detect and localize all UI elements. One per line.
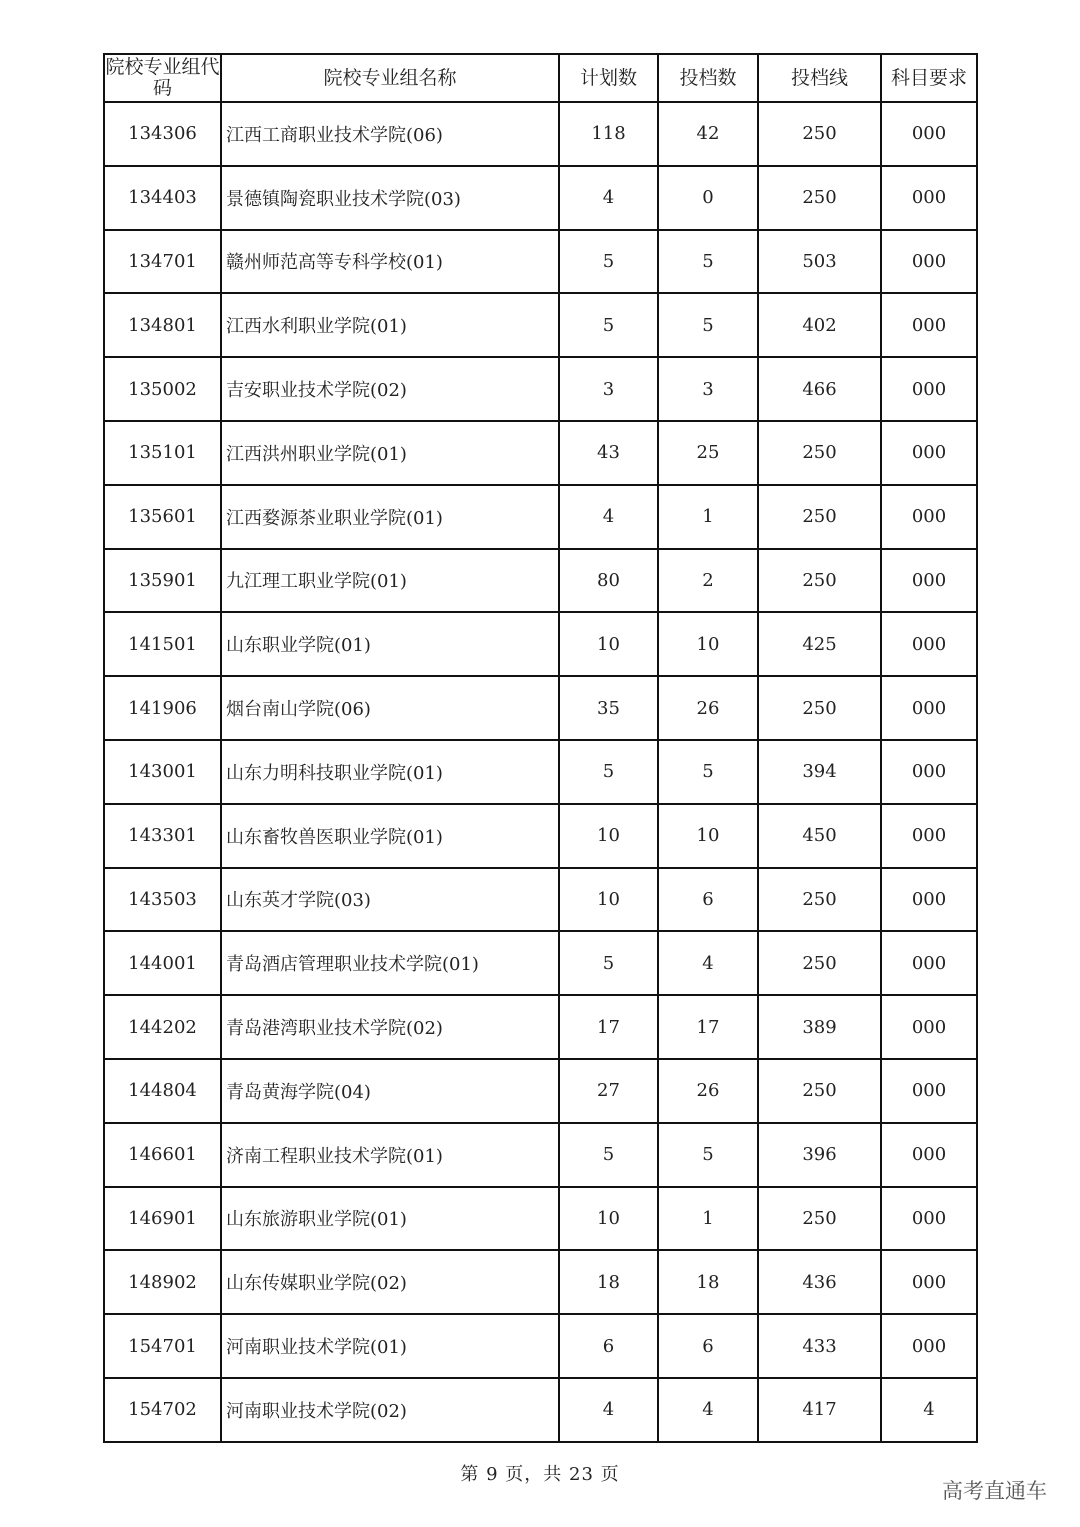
cell-cutoff-score: 250 [758, 931, 881, 995]
cell-cutoff-score: 396 [758, 1123, 881, 1187]
cell-admitted-count: 5 [658, 1123, 758, 1187]
cell-group-code: 134403 [104, 166, 221, 230]
cell-cutoff-score: 417 [758, 1378, 881, 1442]
cell-group-code: 146901 [104, 1187, 221, 1251]
cell-plan-count: 80 [559, 549, 658, 613]
cell-group-code: 144804 [104, 1059, 221, 1123]
cell-group-name: 吉安职业技术学院(02) [221, 357, 559, 421]
cell-group-code: 134801 [104, 293, 221, 357]
cell-subject-requirement: 000 [881, 293, 977, 357]
cell-subject-requirement: 000 [881, 421, 977, 485]
cell-plan-count: 27 [559, 1059, 658, 1123]
table-row [104, 868, 977, 932]
cell-cutoff-score: 250 [758, 485, 881, 549]
table-row [104, 102, 977, 166]
cell-admitted-count: 26 [658, 1059, 758, 1123]
table-row [104, 1314, 977, 1378]
cell-cutoff-score: 250 [758, 421, 881, 485]
table-row [104, 1123, 977, 1187]
cell-group-name: 山东英才学院(03) [221, 868, 559, 932]
cell-plan-count: 3 [559, 357, 658, 421]
cell-group-code: 146601 [104, 1123, 221, 1187]
cell-plan-count: 5 [559, 1123, 658, 1187]
cell-plan-count: 6 [559, 1314, 658, 1378]
table-row [104, 995, 977, 1059]
table-row [104, 485, 977, 549]
table-row [104, 1378, 977, 1442]
cell-cutoff-score: 250 [758, 102, 881, 166]
cell-group-name: 江西婺源茶业职业学院(01) [221, 485, 559, 549]
cell-group-code: 144001 [104, 931, 221, 995]
cell-group-name: 山东力明科技职业学院(01) [221, 740, 559, 804]
table-row [104, 1250, 977, 1314]
cell-admitted-count: 1 [658, 485, 758, 549]
cell-admitted-count: 25 [658, 421, 758, 485]
admission-table [103, 53, 978, 1443]
table-row [104, 357, 977, 421]
cell-group-name: 山东畜牧兽医职业学院(01) [221, 804, 559, 868]
cell-subject-requirement: 000 [881, 676, 977, 740]
cell-admitted-count: 5 [658, 230, 758, 294]
cell-plan-count: 5 [559, 931, 658, 995]
table-row [104, 421, 977, 485]
cell-group-code: 143001 [104, 740, 221, 804]
cell-group-name: 河南职业技术学院(02) [221, 1378, 559, 1442]
cell-group-name: 江西水利职业学院(01) [221, 293, 559, 357]
cell-group-code: 144202 [104, 995, 221, 1059]
header-group-code: 院校专业组代码 [104, 54, 221, 102]
cell-group-name: 济南工程职业技术学院(01) [221, 1123, 559, 1187]
table-row [104, 676, 977, 740]
cell-subject-requirement: 000 [881, 804, 977, 868]
cell-plan-count: 10 [559, 804, 658, 868]
cell-admitted-count: 6 [658, 1314, 758, 1378]
cell-admitted-count: 3 [658, 357, 758, 421]
cell-admitted-count: 4 [658, 1378, 758, 1442]
header-subject-requirement: 科目要求 [881, 54, 977, 102]
cell-subject-requirement: 000 [881, 740, 977, 804]
cell-group-name: 山东职业学院(01) [221, 612, 559, 676]
cell-group-name: 青岛酒店管理职业技术学院(01) [221, 931, 559, 995]
cell-cutoff-score: 425 [758, 612, 881, 676]
cell-group-name: 青岛港湾职业技术学院(02) [221, 995, 559, 1059]
cell-subject-requirement: 000 [881, 485, 977, 549]
cell-cutoff-score: 250 [758, 549, 881, 613]
table-row [104, 166, 977, 230]
cell-cutoff-score: 433 [758, 1314, 881, 1378]
cell-cutoff-score: 402 [758, 293, 881, 357]
header-admitted-count: 投档数 [658, 54, 758, 102]
cell-subject-requirement: 000 [881, 1187, 977, 1251]
cell-cutoff-score: 250 [758, 1187, 881, 1251]
cell-subject-requirement: 000 [881, 166, 977, 230]
cell-group-code: 135601 [104, 485, 221, 549]
cell-subject-requirement: 000 [881, 612, 977, 676]
cell-subject-requirement: 000 [881, 102, 977, 166]
cell-cutoff-score: 436 [758, 1250, 881, 1314]
cell-plan-count: 4 [559, 485, 658, 549]
table-row [104, 804, 977, 868]
cell-admitted-count: 0 [658, 166, 758, 230]
table-row [104, 230, 977, 294]
cell-plan-count: 10 [559, 612, 658, 676]
cell-plan-count: 5 [559, 293, 658, 357]
cell-cutoff-score: 250 [758, 166, 881, 230]
cell-group-name: 山东旅游职业学院(01) [221, 1187, 559, 1251]
cell-plan-count: 4 [559, 166, 658, 230]
cell-admitted-count: 1 [658, 1187, 758, 1251]
table-header-row [104, 54, 977, 102]
cell-plan-count: 35 [559, 676, 658, 740]
cell-plan-count: 5 [559, 230, 658, 294]
page-number: 第 9 页，共 23 页 [460, 1464, 620, 1485]
cell-admitted-count: 18 [658, 1250, 758, 1314]
cell-cutoff-score: 250 [758, 1059, 881, 1123]
table-row [104, 612, 977, 676]
cell-group-code: 135901 [104, 549, 221, 613]
cell-group-code: 134306 [104, 102, 221, 166]
cell-subject-requirement: 000 [881, 1250, 977, 1314]
cell-group-code: 154702 [104, 1378, 221, 1442]
cell-group-name: 景德镇陶瓷职业技术学院(03) [221, 166, 559, 230]
table-row [104, 1187, 977, 1251]
cell-cutoff-score: 250 [758, 868, 881, 932]
header-group-name: 院校专业组名称 [221, 54, 559, 102]
cell-admitted-count: 5 [658, 740, 758, 804]
cell-plan-count: 5 [559, 740, 658, 804]
cell-admitted-count: 42 [658, 102, 758, 166]
cell-cutoff-score: 394 [758, 740, 881, 804]
cell-admitted-count: 6 [658, 868, 758, 932]
header-cutoff-score: 投档线 [758, 54, 881, 102]
cell-group-name: 青岛黄海学院(04) [221, 1059, 559, 1123]
cell-admitted-count: 5 [658, 293, 758, 357]
cell-cutoff-score: 466 [758, 357, 881, 421]
cell-plan-count: 18 [559, 1250, 658, 1314]
table-body [104, 102, 977, 1442]
cell-group-code: 141906 [104, 676, 221, 740]
cell-group-name: 江西洪州职业学院(01) [221, 421, 559, 485]
cell-admitted-count: 10 [658, 804, 758, 868]
table-row [104, 740, 977, 804]
cell-subject-requirement: 000 [881, 995, 977, 1059]
table-row [104, 1059, 977, 1123]
cell-cutoff-score: 450 [758, 804, 881, 868]
cell-group-code: 134701 [104, 230, 221, 294]
cell-plan-count: 4 [559, 1378, 658, 1442]
cell-cutoff-score: 250 [758, 676, 881, 740]
table-row [104, 549, 977, 613]
cell-plan-count: 10 [559, 868, 658, 932]
cell-subject-requirement: 000 [881, 357, 977, 421]
cell-admitted-count: 26 [658, 676, 758, 740]
cell-subject-requirement: 4 [881, 1378, 977, 1442]
table-row [104, 293, 977, 357]
header-plan-count: 计划数 [559, 54, 658, 102]
cell-plan-count: 17 [559, 995, 658, 1059]
cell-group-code: 154701 [104, 1314, 221, 1378]
cell-admitted-count: 2 [658, 549, 758, 613]
cell-group-code: 143503 [104, 868, 221, 932]
cell-admitted-count: 10 [658, 612, 758, 676]
cell-cutoff-score: 389 [758, 995, 881, 1059]
cell-admitted-count: 17 [658, 995, 758, 1059]
cell-group-code: 135002 [104, 357, 221, 421]
cell-group-code: 143301 [104, 804, 221, 868]
cell-plan-count: 43 [559, 421, 658, 485]
cell-subject-requirement: 000 [881, 549, 977, 613]
cell-subject-requirement: 000 [881, 868, 977, 932]
cell-group-name: 山东传媒职业学院(02) [221, 1250, 559, 1314]
cell-subject-requirement: 000 [881, 931, 977, 995]
cell-plan-count: 118 [559, 102, 658, 166]
cell-subject-requirement: 000 [881, 1314, 977, 1378]
cell-group-code: 141501 [104, 612, 221, 676]
cell-group-name: 河南职业技术学院(01) [221, 1314, 559, 1378]
cell-subject-requirement: 000 [881, 230, 977, 294]
cell-group-name: 江西工商职业技术学院(06) [221, 102, 559, 166]
cell-group-name: 烟台南山学院(06) [221, 676, 559, 740]
table-row [104, 931, 977, 995]
cell-cutoff-score: 503 [758, 230, 881, 294]
cell-group-code: 148902 [104, 1250, 221, 1314]
cell-group-code: 135101 [104, 421, 221, 485]
cell-admitted-count: 4 [658, 931, 758, 995]
cell-subject-requirement: 000 [881, 1123, 977, 1187]
cell-group-name: 赣州师范高等专科学校(01) [221, 230, 559, 294]
cell-group-name: 九江理工职业学院(01) [221, 549, 559, 613]
cell-subject-requirement: 000 [881, 1059, 977, 1123]
watermark: 高考直通车 [942, 1479, 1047, 1503]
cell-plan-count: 10 [559, 1187, 658, 1251]
